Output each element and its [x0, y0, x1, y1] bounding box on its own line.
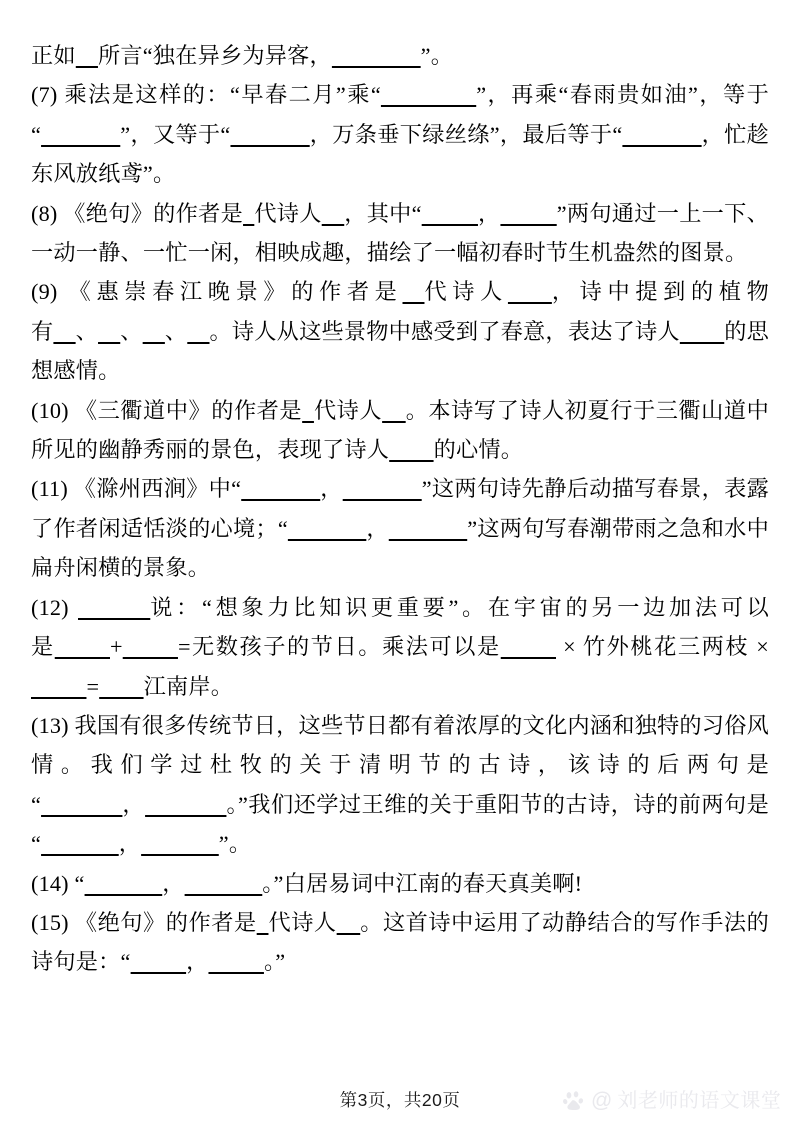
answer-blank[interactable] — [41, 831, 119, 856]
answer-blank[interactable] — [208, 949, 263, 974]
answer-blank[interactable] — [343, 476, 422, 501]
answer-blank[interactable] — [302, 398, 314, 423]
question-text-segment: ， — [122, 791, 146, 817]
question-text-segment: (10) 《三衢道中》的作者是 — [31, 397, 303, 423]
question-text-segment: ”两句通过一上一下、一动一静、一忙一闲，相映成趣，描绘了一幅初春时节生机盎然的图景。 — [31, 200, 769, 266]
question-text-segment: 、 — [75, 318, 99, 344]
question-text-segment: 、 — [164, 318, 188, 344]
question-q8 — [31, 194, 769, 273]
question-text-segment: (14) “ — [31, 870, 85, 896]
question-text-segment: 代诗人 — [424, 279, 508, 305]
question-text-segment: 。本诗写了诗人初夏行于三衢山道中所见的幽静秀丽的景色，表现了诗人 — [31, 397, 770, 463]
watermark-handle: 刘老师的语文课堂 — [617, 1089, 782, 1112]
question-text-segment: 。诗人从这些景物中感受到了春意，表达了诗人 — [209, 318, 680, 344]
question-text-segment: 的心情。 — [433, 437, 524, 463]
question-text-segment: ”，再乘“春雨贵如油”，等于“ — [31, 82, 770, 147]
question-text-segment: ， — [320, 476, 343, 502]
question-text-segment: ”。 — [218, 831, 252, 857]
question-text-segment: (11) 《滁州西涧》中“ — [31, 476, 242, 502]
question-text-segment: 、 — [120, 318, 143, 344]
question-text-segment: 江南岸。 — [143, 673, 234, 699]
question-text-segment: ”这两句诗先静后动描写春景，表露了作者闲适恬淡的心境；“ — [31, 476, 769, 541]
answer-blank[interactable] — [55, 634, 110, 659]
question-text-segment: 。这首诗中运用了动静结合的写作手法的诗句是：“ — [31, 909, 769, 975]
question-text-segment: 说：“想象力比知识更重要”。在宇宙的另一边加法可以是 — [31, 594, 769, 660]
answer-blank[interactable] — [145, 792, 226, 817]
question-q6-continuation — [31, 36, 769, 75]
answer-blank[interactable] — [257, 910, 269, 935]
question-text-segment: =无数孩子的节日。乘法可以是 — [177, 634, 501, 660]
question-text-segment: 。”白居易词中江南的春天真美啊! — [262, 870, 583, 896]
answer-blank[interactable] — [680, 319, 724, 344]
answer-blank[interactable] — [500, 201, 556, 226]
answer-blank[interactable] — [31, 674, 86, 699]
question-q14 — [31, 864, 769, 903]
answer-blank[interactable] — [41, 792, 122, 817]
question-text-segment: ， — [162, 870, 185, 896]
answer-blank[interactable] — [187, 319, 209, 344]
answer-blank[interactable] — [123, 634, 178, 659]
answer-blank[interactable] — [389, 516, 467, 541]
question-text-segment: 代诗人 — [268, 909, 337, 935]
question-text-segment: (8) 《绝句》的作者是 — [31, 200, 244, 226]
question-text-segment: 的思想感情。 — [31, 318, 770, 384]
question-text-segment: ”这两句写春潮带雨之急和水中扁舟闲横的景象。 — [31, 515, 770, 581]
answer-blank[interactable] — [78, 595, 150, 620]
answer-blank[interactable] — [230, 122, 309, 147]
question-text-segment: + — [110, 634, 123, 660]
question-text-segment: (7) 乘法是这样的：“早春二月”乘“ — [31, 82, 381, 108]
answer-blank[interactable] — [422, 201, 478, 226]
question-list — [31, 36, 775, 982]
question-text-segment: × 竹外桃花三两枝 × — [556, 634, 775, 660]
page-number-label: 第3页，共20页 — [339, 1090, 461, 1110]
answer-blank[interactable] — [381, 82, 476, 107]
question-q13 — [31, 706, 769, 864]
question-text-segment: 代诗人 — [313, 397, 383, 423]
answer-blank[interactable] — [322, 201, 345, 226]
question-text-segment: ”。 — [420, 43, 454, 68]
question-text-segment: ，其中“ — [344, 200, 422, 226]
answer-blank[interactable] — [131, 949, 186, 974]
question-text-segment: ， — [118, 831, 142, 857]
watermark-at-symbol: @ — [591, 1089, 613, 1112]
answer-blank[interactable] — [85, 871, 163, 896]
answer-blank[interactable] — [41, 122, 120, 147]
answer-blank[interactable] — [143, 319, 165, 344]
answer-blank[interactable] — [508, 279, 552, 304]
answer-blank[interactable] — [53, 319, 75, 344]
question-text-segment: 代诗人 — [254, 200, 322, 226]
answer-blank[interactable] — [382, 398, 406, 423]
question-text-segment: ， — [186, 949, 209, 975]
answer-blank[interactable] — [185, 871, 263, 896]
answer-blank[interactable] — [403, 279, 425, 304]
question-q9 — [31, 272, 769, 390]
answer-blank[interactable] — [98, 319, 120, 344]
answer-blank[interactable] — [241, 476, 320, 501]
question-text-segment: = — [86, 673, 100, 699]
question-text-segment: (15) 《绝句》的作者是 — [31, 909, 257, 935]
question-q15 — [31, 903, 769, 982]
question-q7 — [31, 75, 769, 193]
question-q12 — [31, 588, 775, 706]
question-text-segment: 正如 — [31, 43, 76, 68]
question-text-segment: (12) — [31, 594, 78, 620]
answer-blank[interactable] — [501, 634, 556, 659]
answer-blank[interactable] — [76, 43, 98, 68]
question-text-segment: 。”我们还学过王维的关于重阳节的古诗，诗的前两句是“ — [31, 791, 770, 857]
question-text-segment: ，忙趁东风放纸鸢”。 — [31, 121, 770, 187]
answer-blank[interactable] — [243, 201, 254, 226]
question-text-segment: ， — [366, 515, 389, 541]
answer-blank[interactable] — [622, 122, 701, 147]
question-text-segment: ， — [477, 200, 501, 226]
page-footer — [0, 1087, 800, 1112]
question-q11 — [31, 469, 769, 587]
question-text-segment: ，诗中提到的植物有 — [31, 279, 769, 344]
answer-blank[interactable] — [337, 910, 361, 935]
question-text-segment: ”，又等于“ — [120, 121, 231, 147]
question-text-segment: 。” — [263, 949, 286, 975]
question-q10 — [31, 391, 769, 470]
answer-blank[interactable] — [332, 43, 421, 68]
question-text-segment: (13) 我国有很多传统节日，这些节日都有着浓厚的文化内涵和独特的习俗风情。我们学过杜牧的关于清明节的古诗，该诗的后两句是“ — [31, 712, 769, 817]
question-text-segment: 所言“独在异乡为异客， — [97, 43, 332, 68]
question-text-segment: ，万条垂下绿丝绦”，最后等于“ — [309, 121, 623, 147]
answer-blank[interactable] — [389, 437, 433, 462]
answer-blank[interactable] — [141, 831, 219, 856]
answer-blank[interactable] — [288, 516, 366, 541]
answer-blank[interactable] — [99, 674, 143, 699]
question-text-segment: (9) 《惠崇春江晚景》的作者是 — [31, 279, 403, 305]
